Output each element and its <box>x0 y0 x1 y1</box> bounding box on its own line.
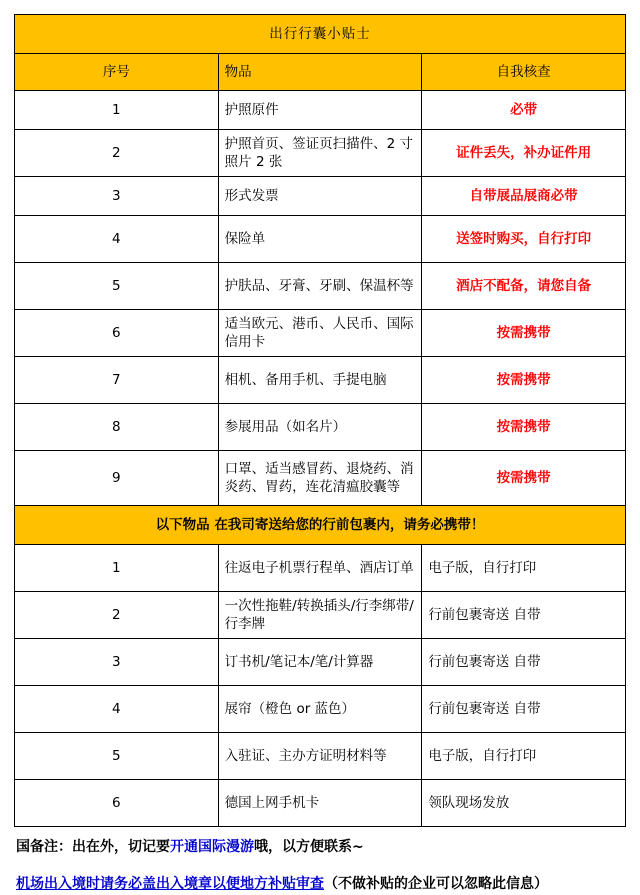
row-number: 3 <box>15 177 219 216</box>
row-item: 一次性拖鞋/转换插头/行李绑带/行李牌 <box>218 592 422 639</box>
table-body <box>15 15 626 827</box>
table-row <box>15 91 626 130</box>
row-check: 按需携带 <box>422 451 626 506</box>
title-row <box>15 15 626 54</box>
footnote-roaming-highlight: 开通国际漫游 <box>170 839 254 855</box>
row-number: 6 <box>15 780 219 827</box>
footnote-stamp <box>14 874 626 895</box>
table-row <box>15 404 626 451</box>
row-check: 按需携带 <box>422 310 626 357</box>
row-check: 领队现场发放 <box>422 780 626 827</box>
row-check: 行前包裹寄送 自带 <box>422 639 626 686</box>
row-number: 5 <box>15 733 219 780</box>
document-title: 出行行囊小贴士 <box>15 15 626 54</box>
row-check: 证件丢失，补办证件用 <box>422 130 626 177</box>
row-check: 酒店不配备，请您自备 <box>422 263 626 310</box>
table-row <box>15 310 626 357</box>
row-item: 护肤品、牙膏、牙刷、保温杯等 <box>218 263 422 310</box>
table-row <box>15 216 626 263</box>
row-check: 电子版，自行打印 <box>422 733 626 780</box>
row-item: 保险单 <box>218 216 422 263</box>
row-item: 护照首页、签证页扫描件、2 寸照片 2 张 <box>218 130 422 177</box>
row-number: 6 <box>15 310 219 357</box>
column-header-check: 自我核查 <box>422 54 626 91</box>
row-check: 电子版，自行打印 <box>422 545 626 592</box>
footnote-roaming-lead: 国备注：出在外，切记要 <box>16 839 170 855</box>
row-check: 必带 <box>422 91 626 130</box>
table-row <box>15 780 626 827</box>
column-header-num: 序号 <box>15 54 219 91</box>
footnote-stamp-highlight: 机场出入境时请务必盖出入境章以便地方补贴审查 <box>16 876 324 892</box>
row-check: 按需携带 <box>422 357 626 404</box>
row-item: 相机、备用手机、手提电脑 <box>218 357 422 404</box>
table-row <box>15 686 626 733</box>
table-row <box>15 177 626 216</box>
row-item: 订书机/笔记本/笔/计算器 <box>218 639 422 686</box>
row-number: 4 <box>15 686 219 733</box>
row-check: 按需携带 <box>422 404 626 451</box>
column-header-item: 物品 <box>218 54 422 91</box>
packing-checklist-table <box>14 14 626 827</box>
table-row <box>15 263 626 310</box>
row-item: 展帘（橙色 or 蓝色） <box>218 686 422 733</box>
row-check: 行前包裹寄送 自带 <box>422 686 626 733</box>
row-number: 1 <box>15 91 219 130</box>
row-number: 7 <box>15 357 219 404</box>
row-check: 行前包裹寄送 自带 <box>422 592 626 639</box>
row-item: 入驻证、主办方证明材料等 <box>218 733 422 780</box>
table-row <box>15 357 626 404</box>
row-number: 5 <box>15 263 219 310</box>
row-check: 送签时购买，自行打印 <box>422 216 626 263</box>
table-row <box>15 545 626 592</box>
table-row <box>15 451 626 506</box>
row-number: 2 <box>15 592 219 639</box>
row-number: 2 <box>15 130 219 177</box>
row-number: 9 <box>15 451 219 506</box>
row-number: 8 <box>15 404 219 451</box>
row-item: 参展用品（如名片） <box>218 404 422 451</box>
table-row <box>15 733 626 780</box>
section-band-label: 以下物品 在我司寄送给您的行前包裹内，请务必携带！ <box>15 506 626 545</box>
row-number: 3 <box>15 639 219 686</box>
row-item: 往返电子机票行程单、酒店订单 <box>218 545 422 592</box>
row-item: 德国上网手机卡 <box>218 780 422 827</box>
row-item: 护照原件 <box>218 91 422 130</box>
row-number: 4 <box>15 216 219 263</box>
header-row <box>15 54 626 91</box>
row-number: 1 <box>15 545 219 592</box>
row-item: 适当欧元、港币、人民币、国际信用卡 <box>218 310 422 357</box>
table-row <box>15 130 626 177</box>
footnote-stamp-tail: （不做补贴的企业可以忽略此信息） <box>324 876 548 892</box>
table-row <box>15 639 626 686</box>
footnote-roaming <box>14 837 626 858</box>
row-item: 口罩、适当感冒药、退烧药、消炎药、胃药，连花清瘟胶囊等 <box>218 451 422 506</box>
row-item: 形式发票 <box>218 177 422 216</box>
section-band-row <box>15 506 626 545</box>
footnote-roaming-tail: 哦，以方便联系~ <box>254 839 364 855</box>
table-row <box>15 592 626 639</box>
row-check: 自带展品展商必带 <box>422 177 626 216</box>
